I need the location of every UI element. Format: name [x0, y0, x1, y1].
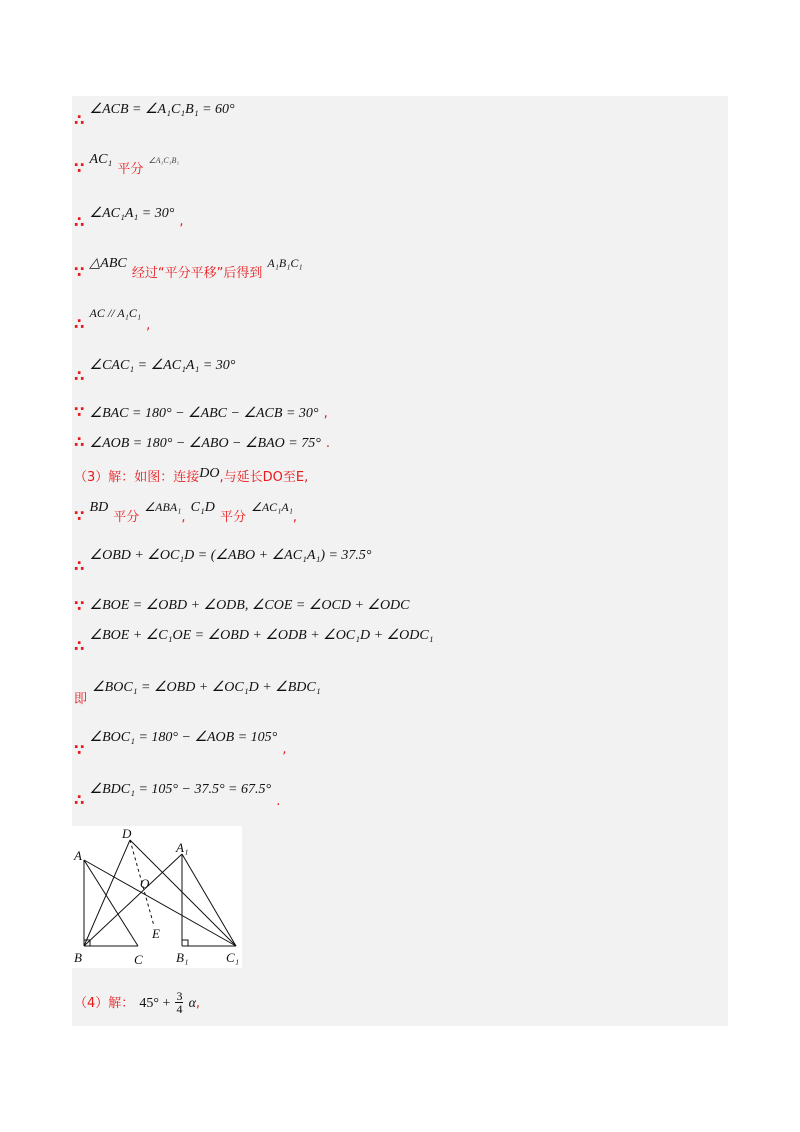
line-9	[74, 462, 309, 485]
punctuation: .	[325, 436, 331, 451]
math-expression: A₁B₁C₁	[267, 256, 303, 270]
text-suffix: ,与延长DO至E,	[219, 470, 309, 485]
text-word: 即	[74, 692, 88, 707]
math-expression: ∠CAC₁ = ∠AC₁A₁ = 30°	[89, 358, 236, 373]
math-expression: △ABC	[89, 256, 127, 271]
label-C: C	[134, 952, 143, 967]
therefore-symbol: ∴	[74, 791, 85, 809]
label-B1: B₁	[176, 950, 189, 965]
therefore-symbol: ∴	[74, 111, 85, 129]
line-6	[74, 354, 236, 385]
label-D: D	[122, 826, 132, 841]
therefore-symbol: ∴	[74, 367, 85, 385]
therefore-symbol: ∴	[74, 637, 85, 655]
line-10	[74, 496, 297, 525]
line-1	[74, 98, 235, 129]
label-B: B	[74, 950, 82, 965]
line-12	[74, 594, 410, 614]
part-4-prefix: （4）解：	[74, 996, 135, 1011]
math-expression: ∠BOE + ∠C₁OE = ∠OBD + ∠ODB + ∠OC₁D + ∠ODC₁	[89, 628, 434, 643]
therefore-symbol: ∴	[74, 315, 85, 333]
math-expression: ∠ACB = ∠A₁C₁B₁ = 60°	[89, 102, 235, 117]
math-expression: ∠BAC = 180° − ∠ABC − ∠ACB = 30°	[89, 406, 319, 421]
math-expression: DO	[199, 466, 220, 481]
because-symbol: ∵	[74, 403, 85, 421]
part-3-prefix: （3）解：如图：连接	[74, 470, 200, 485]
label-O: O	[140, 876, 150, 891]
label-A1: A₁	[176, 840, 189, 855]
because-symbol: ∵	[74, 741, 85, 759]
line-5	[74, 302, 151, 333]
math-expression: ∠AC₁A₁ = 30°	[89, 206, 175, 221]
punctuation: ,	[282, 742, 287, 757]
geometry-figure-svg	[72, 826, 242, 968]
math-expression: ∠BOC₁ = 180° − ∠AOB = 105°	[89, 730, 278, 745]
fraction-denominator: 4	[176, 1002, 183, 1016]
punctuation: ,	[195, 996, 201, 1011]
fraction	[175, 990, 183, 1015]
punctuation: ,	[323, 406, 328, 421]
label-E: E	[152, 926, 160, 941]
right-angle-B1	[182, 940, 188, 946]
line-8	[74, 432, 330, 452]
math-expression: ∠AOB = 180° − ∠ABO − ∠BAO = 75°	[89, 436, 321, 451]
label-C1: C₁	[226, 950, 240, 965]
line-11	[74, 544, 372, 575]
math-expression: ∠BOC₁ = ∠OBD + ∠OC₁D + ∠BDC₁	[92, 680, 321, 695]
line-13	[74, 624, 434, 655]
text-word: 平分	[113, 510, 140, 525]
therefore-symbol: ∴	[74, 213, 85, 231]
label-A: A	[74, 848, 82, 863]
math-alpha: α	[188, 996, 196, 1011]
segment-BD	[84, 840, 130, 946]
math-expression: ∠ABA₁	[144, 500, 182, 514]
math-expression: ∠BOE = ∠OBD + ∠ODB, ∠COE = ∠OCD + ∠ODC	[89, 598, 410, 613]
line-2	[74, 148, 180, 177]
punctuation: .	[276, 794, 281, 809]
punctuation: ,	[292, 510, 297, 525]
geometry-figure	[72, 826, 242, 968]
line-7	[74, 402, 328, 422]
punctuation: ,	[181, 510, 186, 525]
because-symbol: ∵	[74, 263, 85, 281]
fraction-numerator: 3	[176, 989, 183, 1003]
text-word: 经过“平分平移”后得到	[131, 266, 263, 281]
segment-AC1	[84, 860, 236, 946]
math-expression: C₁D	[190, 500, 215, 515]
math-expression: BD	[89, 500, 109, 515]
math-expression: ∠AC₁A₁	[251, 500, 293, 514]
math-expression: ∠OBD + ∠OC₁D = (∠ABO + ∠AC₁A₁) = 37.5°	[89, 548, 372, 563]
text-word: 平分	[219, 510, 246, 525]
because-symbol: ∵	[74, 507, 85, 525]
because-symbol: ∵	[74, 597, 85, 615]
therefore-symbol: ∴	[74, 557, 85, 575]
line-3	[74, 202, 184, 231]
line-4	[74, 252, 303, 281]
math-expression: 45° +	[139, 996, 171, 1011]
punctuation: ,	[146, 318, 151, 333]
math-expression-small: ∠A₁C₁B₁	[148, 156, 180, 165]
line-15	[74, 726, 287, 759]
math-expression: ∠BDC₁ = 105° − 37.5° = 67.5°	[89, 782, 272, 797]
line-16	[74, 778, 281, 809]
math-expression: AC // A₁C₁	[89, 306, 141, 320]
line-17	[74, 990, 200, 1015]
text-word: 平分	[117, 162, 144, 177]
punctuation: ,	[179, 214, 184, 229]
because-symbol: ∵	[74, 159, 85, 177]
math-expression: AC₁	[89, 152, 113, 167]
line-14	[74, 676, 321, 707]
therefore-symbol: ∴	[74, 433, 85, 451]
